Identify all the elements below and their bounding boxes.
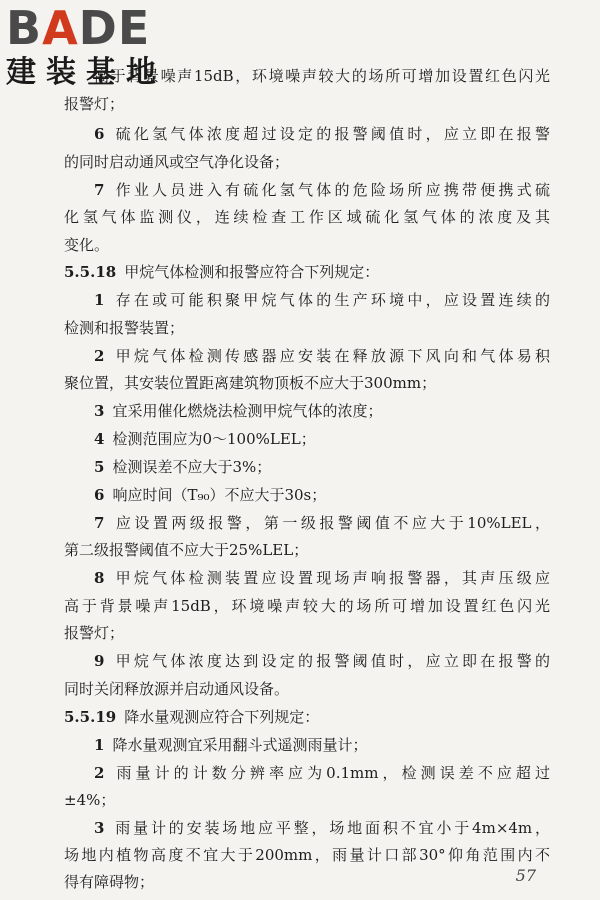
- list-item: 4 检测范围应为0～100%LEL；: [94, 430, 316, 448]
- text-line: 高于背景噪声15dB，环境噪声较大的场所可增加设置红色闪光: [94, 67, 550, 85]
- logo: [6, 2, 176, 102]
- list-item: 1 降水量观测宜采用翻斗式遥测雨量计；: [94, 736, 368, 754]
- section-heading: 5.5.18 甲烷气体检测和报警应符合下列规定：: [64, 263, 380, 281]
- logo-brand-suffix: DE: [78, 1, 151, 55]
- list-item: 6 硫化氢气体浓度超过设定的报警阈值时，应立即在报警: [94, 125, 550, 143]
- list-item: 7 作业人员进入有硫化氢气体的危险场所应携带便携式硫: [94, 181, 550, 199]
- list-item: 8 甲烷气体检测装置应设置现场声响报警器，其声压级应: [94, 569, 550, 587]
- list-item: 1 存在或可能积聚甲烷气体的生产环境中，应设置连续的: [94, 291, 550, 309]
- list-item: 7 应设置两级报警，第一级报警阈值不应大于10%LEL，: [94, 514, 550, 532]
- logo-subtitle: 建装基地: [6, 55, 166, 90]
- text-line: 化氢气体监测仪，连续检查工作区域硫化氢气体的浓度及其: [64, 208, 550, 226]
- text-line: 得有障碍物；: [64, 873, 155, 891]
- text-line: 高于背景噪声15dB，环境噪声较大的场所可增加设置红色闪光: [64, 597, 550, 615]
- text-line: 报警灯；: [64, 95, 125, 113]
- list-item: 3 宜采用催化燃烧法检测甲烷气体的浓度；: [94, 402, 383, 420]
- logo-brand: [6, 2, 176, 54]
- list-item: 6 响应时间（T₉₀）不应大于30s；: [94, 486, 327, 504]
- logo-brand-accent: A: [42, 1, 79, 55]
- text-line: 的同时启动通风或空气净化设备；: [64, 153, 290, 171]
- text-line: 报警灯；: [64, 624, 125, 642]
- text-line: 同时关闭释放源并启动通风设备。: [64, 680, 290, 698]
- list-item: 2 甲烷气体检测传感器应安装在释放源下风向和气体易积: [94, 347, 550, 365]
- text-line: 变化。: [64, 236, 110, 254]
- list-item: 5 检测误差不应大于3%；: [94, 458, 272, 476]
- page-number: 57: [515, 866, 536, 885]
- text-line: 场地内植物高度不宜大于200mm，雨量计口部30°仰角范围内不: [64, 846, 550, 864]
- section-heading: 5.5.19 降水量观测应符合下列规定：: [64, 708, 320, 726]
- list-item: 9 甲烷气体浓度达到设定的报警阈值时，应立即在报警的: [94, 652, 550, 670]
- text-line: 聚位置，其安装位置距离建筑物顶板不应大于300mm；: [64, 374, 437, 392]
- logo-brand-prefix: B: [6, 1, 43, 55]
- list-item: 3 雨量计的安装场地应平整，场地面积不宜小于4m×4m，: [94, 819, 550, 837]
- text-line: 第二级报警阈值不应大于25%LEL；: [64, 541, 309, 559]
- list-item: 2 雨量计的计数分辨率应为0.1mm，检测误差不应超过: [94, 764, 550, 782]
- text-line: ±4%；: [64, 791, 116, 809]
- text-line: 检测和报警装置；: [64, 319, 185, 337]
